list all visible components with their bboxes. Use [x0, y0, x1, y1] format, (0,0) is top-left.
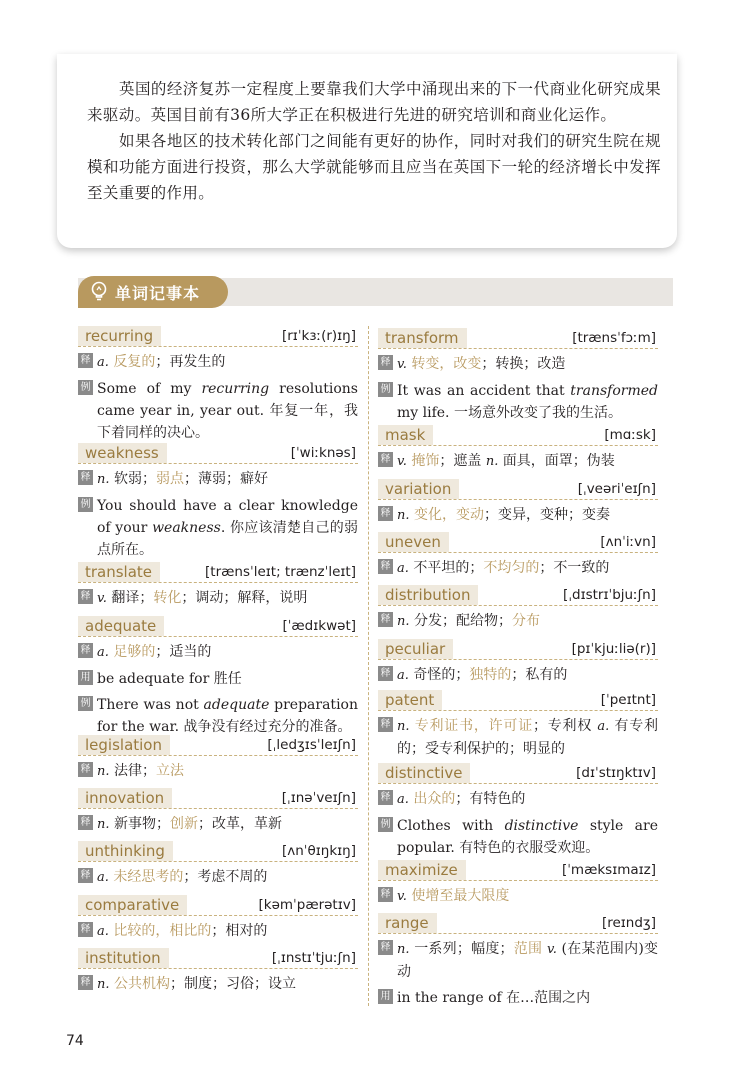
vocab-entry-comparative	[78, 895, 358, 943]
meaning-marker: 释	[378, 559, 393, 574]
meaning-line: 释 a. 反复的；再发生的	[78, 351, 358, 374]
meaning-line: 释 a. 未经思考的；考虑不周的	[78, 866, 358, 889]
meaning-marker: 释	[378, 717, 393, 732]
entry-header	[78, 443, 358, 464]
meaning-line: 释 a. 奇怪的；独特的；私有的	[378, 664, 658, 687]
example-marker: 例	[78, 380, 93, 395]
section-heading	[78, 276, 228, 308]
meaning-marker: 释	[78, 815, 93, 830]
usage-line: 用 be adequate for 胜任	[78, 668, 358, 690]
phonetic: [ʌnˈθɪŋkɪŋ]	[281, 843, 356, 859]
meaning-line: 释 a. 比较的，相比的；相对的	[78, 920, 358, 943]
headword: distinctive	[378, 763, 470, 783]
entry-header	[378, 585, 658, 606]
phonetic: [trænsˈfɔːm]	[572, 330, 656, 346]
phonetic: [ˌɪnəˈveɪʃn]	[281, 790, 356, 806]
meaning-line: 释 n. 新事物；创新；改革，革新	[78, 813, 358, 836]
meaning-marker: 释	[78, 975, 93, 990]
headword: transform	[378, 328, 467, 348]
meaning-line: 释 v. 转变，改变；转换；改造	[378, 353, 658, 376]
meaning-line: 释 n. 软弱；弱点；薄弱；癖好	[78, 468, 358, 491]
headword: mask	[378, 425, 433, 445]
headword: translate	[78, 562, 160, 582]
phonetic: [kəmˈpærətɪv]	[258, 897, 356, 913]
example-marker: 例	[378, 382, 393, 397]
meaning-line: 释 n. 一系列；幅度；范围 v. (在某范围内)变动	[378, 938, 658, 983]
meaning-marker: 释	[378, 355, 393, 370]
meaning-line: 释 n. 分发；配给物；分布	[378, 610, 658, 633]
vocab-entry-recurring	[78, 326, 358, 444]
vocab-entry-mask	[378, 425, 658, 473]
headword: variation	[378, 479, 459, 499]
meaning-line: 释 a. 出众的；有特色的	[378, 788, 658, 811]
phonetic: [dɪˈstɪŋktɪv]	[576, 765, 656, 781]
example-line: 例 There was not adequate preparation for the war. 战争没有经过充分的准备。	[78, 694, 358, 738]
entry-header	[378, 328, 658, 349]
meaning-marker: 释	[378, 506, 393, 521]
reading-passage	[57, 54, 677, 248]
vocab-entry-adequate	[78, 616, 358, 738]
headword: patent	[378, 690, 442, 710]
meaning-marker: 释	[78, 643, 93, 658]
phonetic: [ˈpeɪtnt]	[600, 692, 656, 708]
usage-marker: 用	[378, 989, 393, 1004]
meaning-line: 释 n. 法律；立法	[78, 760, 358, 783]
section-title: 单词记事本	[115, 283, 201, 303]
entry-header	[378, 860, 658, 881]
vocab-entry-transform	[378, 328, 658, 424]
headword: unthinking	[78, 841, 173, 861]
headword: peculiar	[378, 639, 453, 659]
vocab-entry-unthinking	[78, 841, 358, 889]
headword: institution	[78, 948, 169, 968]
column-divider	[368, 326, 369, 1006]
page-number: 74	[66, 1033, 84, 1049]
entry-header	[378, 763, 658, 784]
meaning-line: 释 a. 不平坦的；不均匀的；不一致的	[378, 557, 658, 580]
example-marker: 例	[78, 497, 93, 512]
headword: innovation	[78, 788, 172, 808]
entry-header	[378, 639, 658, 660]
vocab-entry-patent	[378, 690, 658, 760]
vocab-entry-institution	[78, 948, 358, 996]
passage-paragraph: 如果各地区的技术转化部门之间能有更好的协作，同时对我们的研究生院在规模和功能方面进行投资，那么大学就能够而且应当在英国下一轮的经济增长中发挥至关重要的作用。	[87, 132, 661, 202]
headword: comparative	[78, 895, 187, 915]
vocab-entry-legislation	[78, 735, 358, 783]
meaning-line: 释 v. 翻译；转化；调动；解释，说明	[78, 587, 358, 610]
meaning-line: 释 n. 公共机构；制度；习俗；设立	[78, 973, 358, 996]
vocab-entry-distinctive	[378, 763, 658, 859]
meaning-marker: 释	[78, 353, 93, 368]
meaning-line: 释 v. 使增至最大限度	[378, 885, 658, 908]
phonetic: [ˈwiːknəs]	[290, 445, 356, 461]
meaning-marker: 释	[378, 940, 393, 955]
meaning-line: 释 n. 专利证书，许可证；专利权 a. 有专利的；受专利保护的；明显的	[378, 715, 658, 760]
phonetic: [trænsˈleɪt; trænzˈleɪt]	[205, 564, 356, 580]
vocab-entry-peculiar	[378, 639, 658, 687]
headword: adequate	[78, 616, 164, 636]
meaning-line: 释 v. 掩饰；遮盖 n. 面具，面罩；伪装	[378, 450, 658, 473]
vocab-entry-translate	[78, 562, 358, 610]
phonetic: [mɑːsk]	[604, 427, 656, 443]
vocab-entry-uneven	[378, 532, 658, 580]
example-marker: 例	[78, 696, 93, 711]
phonetic: [ˈædɪkwət]	[282, 618, 356, 634]
meaning-marker: 释	[378, 887, 393, 902]
entry-header	[378, 913, 658, 934]
meaning-marker: 释	[378, 666, 393, 681]
headword: range	[378, 913, 437, 933]
vocab-entry-maximize	[378, 860, 658, 908]
headword: distribution	[378, 585, 478, 605]
meaning-marker: 释	[78, 470, 93, 485]
meaning-marker: 释	[78, 762, 93, 777]
vocab-entry-innovation	[78, 788, 358, 836]
example-marker: 例	[378, 817, 393, 832]
entry-header	[78, 562, 358, 583]
entry-header	[378, 425, 658, 446]
meaning-marker: 释	[378, 612, 393, 627]
vocab-entry-range	[378, 913, 658, 1009]
meaning-marker: 释	[378, 790, 393, 805]
meaning-line: 释 n. 变化，变动；变异，变种；变奏	[378, 504, 658, 527]
entry-header	[78, 895, 358, 916]
phonetic: [pɪˈkjuːliə(r)]	[571, 641, 656, 657]
entry-header	[378, 532, 658, 553]
phonetic: [ˌledʒɪsˈleɪʃn]	[267, 737, 356, 753]
entry-header	[78, 788, 358, 809]
meaning-marker: 释	[78, 922, 93, 937]
example-line: 例 Some of my recurring resolutions came year in, year out. 年复一年，我下着同样的决心。	[78, 378, 358, 444]
passage-paragraph: 英国的经济复苏一定程度上要靠我们大学中涌现出来的下一代商业化研究成果来驱动。英国目前有36所大学正在积极进行先进的研究培训和商业化运作。	[87, 80, 661, 124]
entry-header	[78, 948, 358, 969]
phonetic: [ˌveəriˈeɪʃn]	[577, 481, 656, 497]
entry-header	[78, 841, 358, 862]
phonetic: [ʌnˈiːvn]	[600, 534, 656, 550]
example-line: 例 It was an accident that transformed my life. 一场意外改变了我的生活。	[378, 380, 658, 424]
vocab-entry-variation	[378, 479, 658, 527]
meaning-marker: 释	[78, 589, 93, 604]
phonetic: [ˌdɪstrɪˈbjuːʃn]	[563, 587, 656, 603]
phonetic: [rɪˈkɜː(r)ɪŋ]	[281, 328, 356, 344]
usage-marker: 用	[78, 670, 93, 685]
entry-header	[378, 479, 658, 500]
usage-line: 用 in the range of 在…范围之内	[378, 987, 658, 1009]
headword: uneven	[378, 532, 449, 552]
entry-header	[78, 735, 358, 756]
example-line: 例 You should have a clear knowledge of your weakness. 你应该清楚自己的弱点所在。	[78, 495, 358, 561]
headword: recurring	[78, 326, 161, 346]
entry-header	[78, 616, 358, 637]
headword: weakness	[78, 443, 167, 463]
meaning-marker: 释	[78, 868, 93, 883]
phonetic: [ˌɪnstɪˈtjuːʃn]	[271, 950, 356, 966]
phonetic: [reɪndʒ]	[601, 915, 656, 931]
headword: legislation	[78, 735, 170, 755]
headword: maximize	[378, 860, 466, 880]
meaning-marker: 释	[378, 452, 393, 467]
entry-header	[378, 690, 658, 711]
meaning-line: 释 a. 足够的；适当的	[78, 641, 358, 664]
entry-header	[78, 326, 358, 347]
example-line: 例 Clothes with distinctive style are popular. 有特色的衣服受欢迎。	[378, 815, 658, 859]
vocab-entry-weakness	[78, 443, 358, 561]
lightbulb-icon	[90, 281, 108, 303]
phonetic: [ˈmæksɪmaɪz]	[561, 862, 656, 878]
vocab-entry-distribution	[378, 585, 658, 633]
